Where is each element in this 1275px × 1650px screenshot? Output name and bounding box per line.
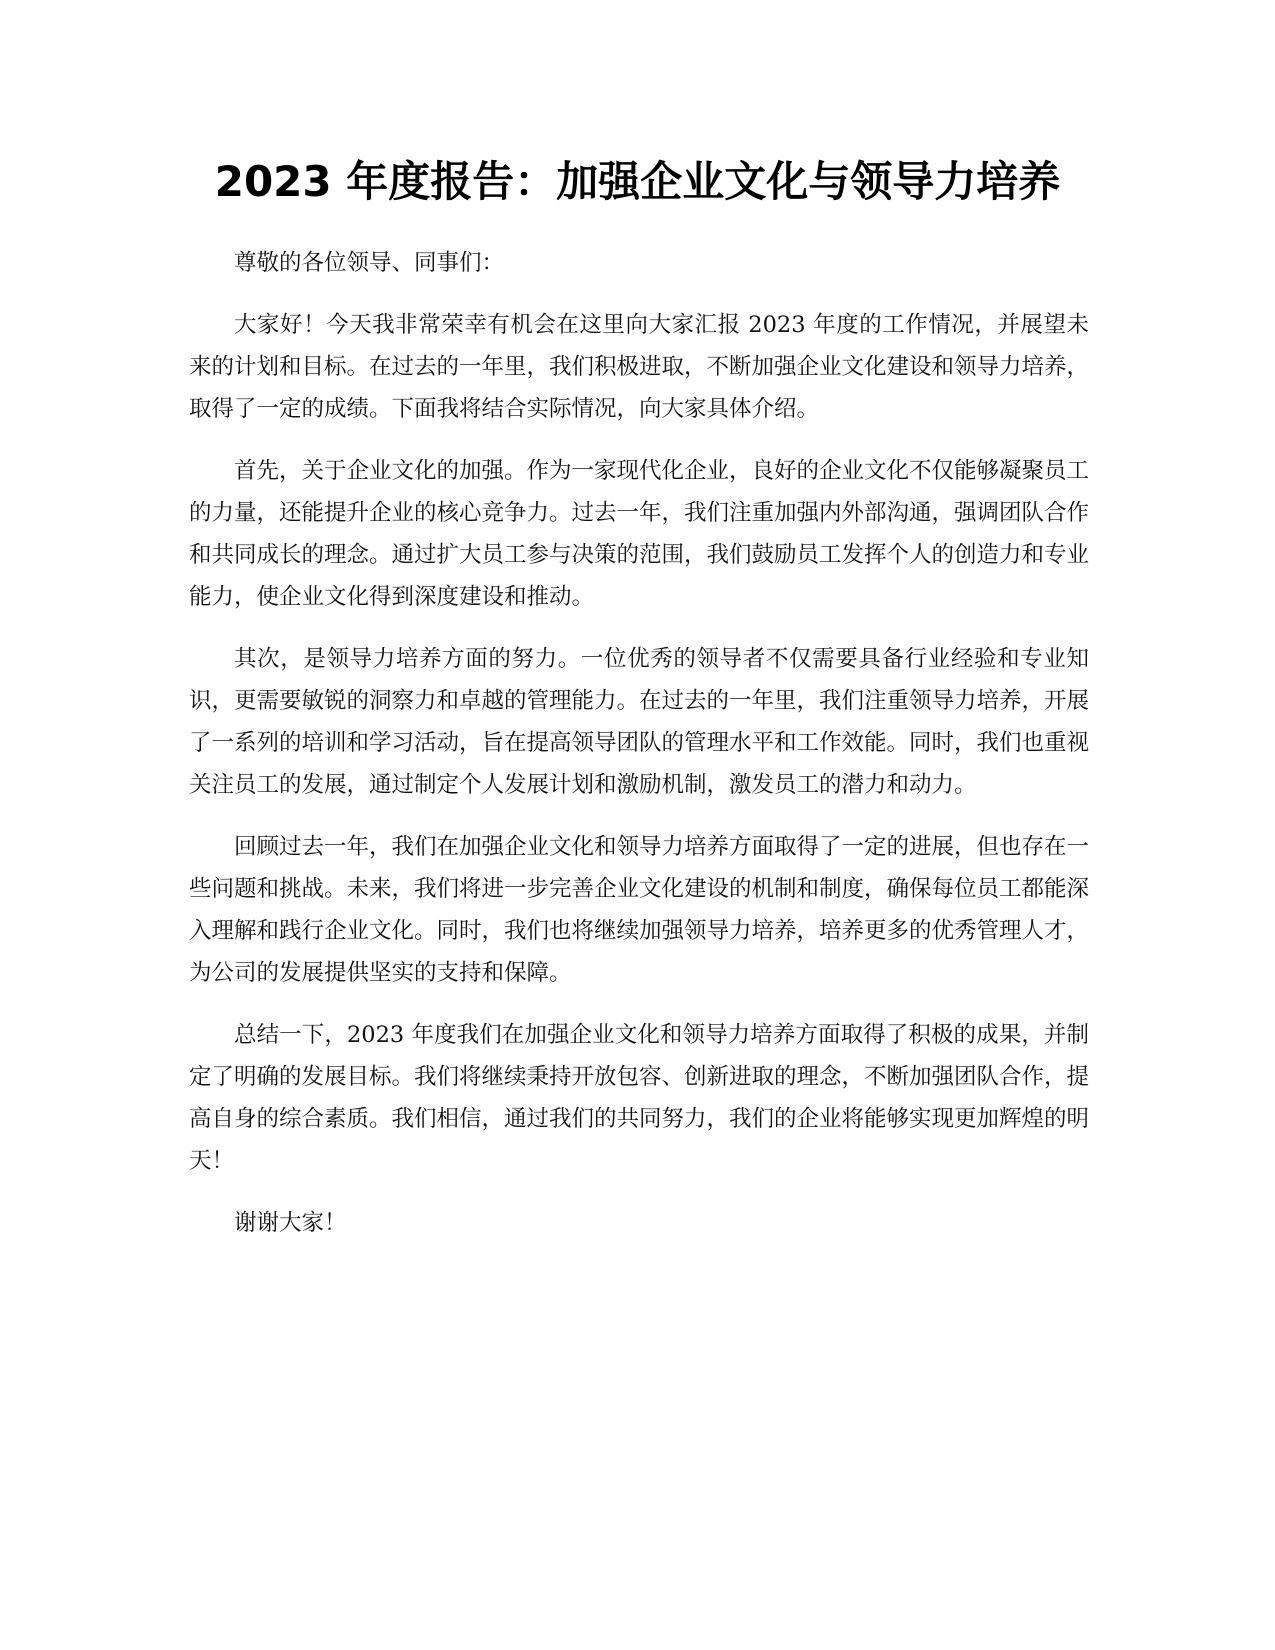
review-paragraph: 回顾过去一年，我们在加强企业文化和领导力培养方面取得了一定的进展，但也存在一些问题和挑战。未来，我们将进一步完善企业文化建设的机制和制度，确保每位员工都能深入理解和践行企业文化。同时，我们也将继续加强领导力培养，培养更多的优秀管理人才，为公司的发展提供坚实的支持和保障。 — [189, 834, 1090, 986]
corporate-culture-paragraph: 首先，关于企业文化的加强。作为一家现代化企业，良好的企业文化不仅能够凝聚员工的力量，还能提升企业的核心竞争力。过去一年，我们注重加强内外部沟通，强调团队合作和共同成长的理念。通过扩大员工参与决策的范围，我们鼓励员工发挥个人的创造力和专业能力，使企业文化得到深度建设和推动。 — [189, 458, 1090, 610]
summary-paragraph: 总结一下，2023 年度我们在加强企业文化和领导力培养方面取得了积极的成果，并制定了明确的发展目标。我们将继续秉持开放包容、创新进取的理念，不断加强团队合作，提高自身的综合素质。我们相信，通过我们的共同努力，我们的企业将能够实现更加辉煌的明天！ — [189, 1022, 1090, 1174]
leadership-paragraph: 其次，是领导力培养方面的努力。一位优秀的领导者不仅需要具备行业经验和专业知识，更需要敏锐的洞察力和卓越的管理能力。在过去的一年里，我们注重领导力培养，开展了一系列的培训和学习活动，旨在提高领导团队的管理水平和工作效能。同时，我们也重视关注员工的发展，通过制定个人发展计划和激励机制，激发员工的潜力和动力。 — [189, 646, 1090, 798]
opening-paragraph: 大家好！今天我非常荣幸有机会在这里向大家汇报 2023 年度的工作情况，并展望未来的计划和目标。在过去的一年里，我们积极进取，不断加强企业文化建设和领导力培养，取得了一定的成绩。下面我将结合实际情况，向大家具体介绍。 — [189, 312, 1090, 422]
document-title: 2023 年度报告：加强企业文化与领导力培养 — [214, 157, 1061, 206]
closing-paragraph: 谢谢大家！ — [234, 1210, 347, 1236]
document-body — [189, 242, 1089, 1264]
salutation-paragraph: 尊敬的各位领导、同事们： — [234, 250, 505, 276]
